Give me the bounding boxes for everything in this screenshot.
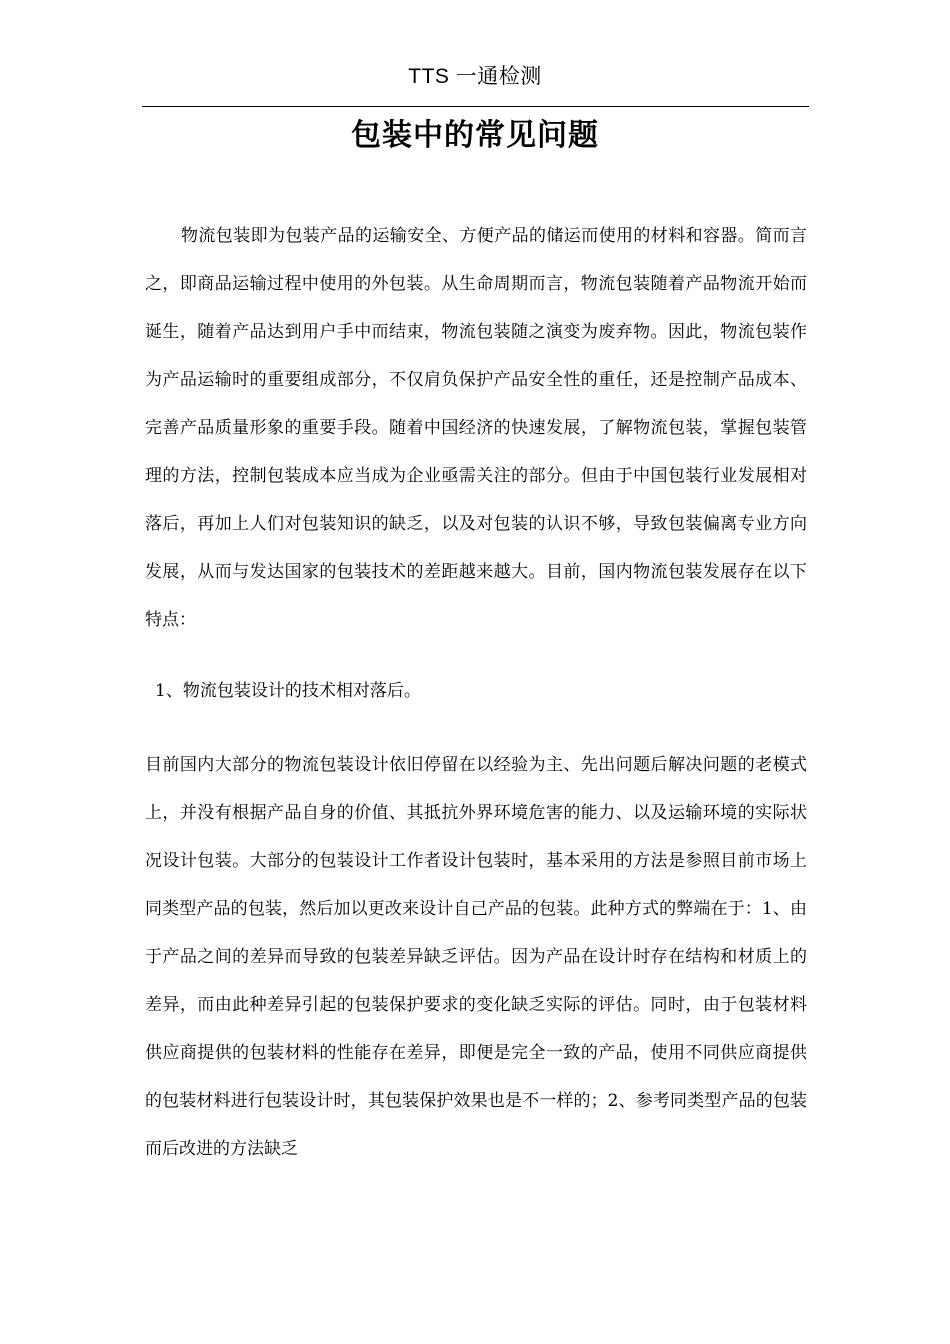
detail-line: 变化缺乏实际的评估。同时，由于包装材料供应商提供的包装材料的性能存在差 [145, 995, 808, 1063]
detail-line: 环境的实际状况设计包装。大部分的包装设计工作者设计包装时，基本采用的方 [145, 803, 808, 871]
page-header: TTS 一通检测 [408, 65, 542, 88]
intro-line: 及对包装的认识不够，导致包装偏离专业方向发展，从而与发达国家的包装技术 [145, 514, 808, 582]
intro-line: 任，还是控制产品成本、完善产品质量形象的重要手段。随着中国经济的快速发 [145, 370, 808, 438]
detail-paragraph [145, 741, 807, 1173]
intro-line: 简而言之，即商品运输过程中使用的外包装。从生命周期而言，物流包装随着产 [145, 226, 808, 294]
intro-line: 品物流开始而诞生，随着产品达到用户手中而结束，物流包装随之演变为废弃物。 [145, 274, 808, 342]
intro-line: 物流包装即为包装产品的运输安全、方便产品的储运而使用的材料和容器。 [181, 226, 756, 246]
detail-line: 异，即便是完全一致的产品，使用不同供应商提供的包装材料进行包装设计时， [145, 1043, 808, 1111]
detail-line: 目前国内大部分的物流包装设计依旧停留在以经验为主、先出问题后解决问题的 [145, 755, 756, 775]
document-body [145, 212, 807, 1173]
intro-line: 的差距越来越大。目前，国内物流包装发展存在以下特点： [145, 562, 808, 630]
header-divider [142, 106, 809, 107]
detail-line: 此种方式的弊端在于：1、由于产品之间的差异而导致的包装差异缺乏评估。因 [145, 899, 807, 967]
point-heading-1: 1、物流包装设计的技术相对落后。 [155, 681, 421, 701]
intro-line: 的部分。但由于中国包装行业发展相对落后，再加上人们对包装知识的缺乏，以 [145, 466, 808, 534]
detail-line: 为产品在设计时存在结构和材质上的差异，而由此种差异引起的包装保护要求的 [145, 947, 808, 1015]
detail-line: 其包装保护效果也是不一样的；2、参考同类型产品的包装而后改进的方法缺乏 [145, 1091, 807, 1159]
document-title: 包装中的常见问题 [351, 118, 599, 153]
intro-line: 因此，物流包装作为产品运输时的重要组成部分，不仅肩负保护产品安全性的重 [145, 322, 808, 390]
intro-paragraph [145, 212, 807, 644]
detail-line: 法是参照目前市场上同类型产品的包装，然后加以更改来设计自己产品的包装。 [145, 851, 808, 919]
detail-line: 老模式上，并没有根据产品自身的价值、其抵抗外界环境危害的能力、以及运输 [145, 755, 808, 823]
intro-line: 展，了解物流包装，掌握包装管理的方法，控制包装成本应当成为企业亟需关注 [145, 418, 808, 486]
